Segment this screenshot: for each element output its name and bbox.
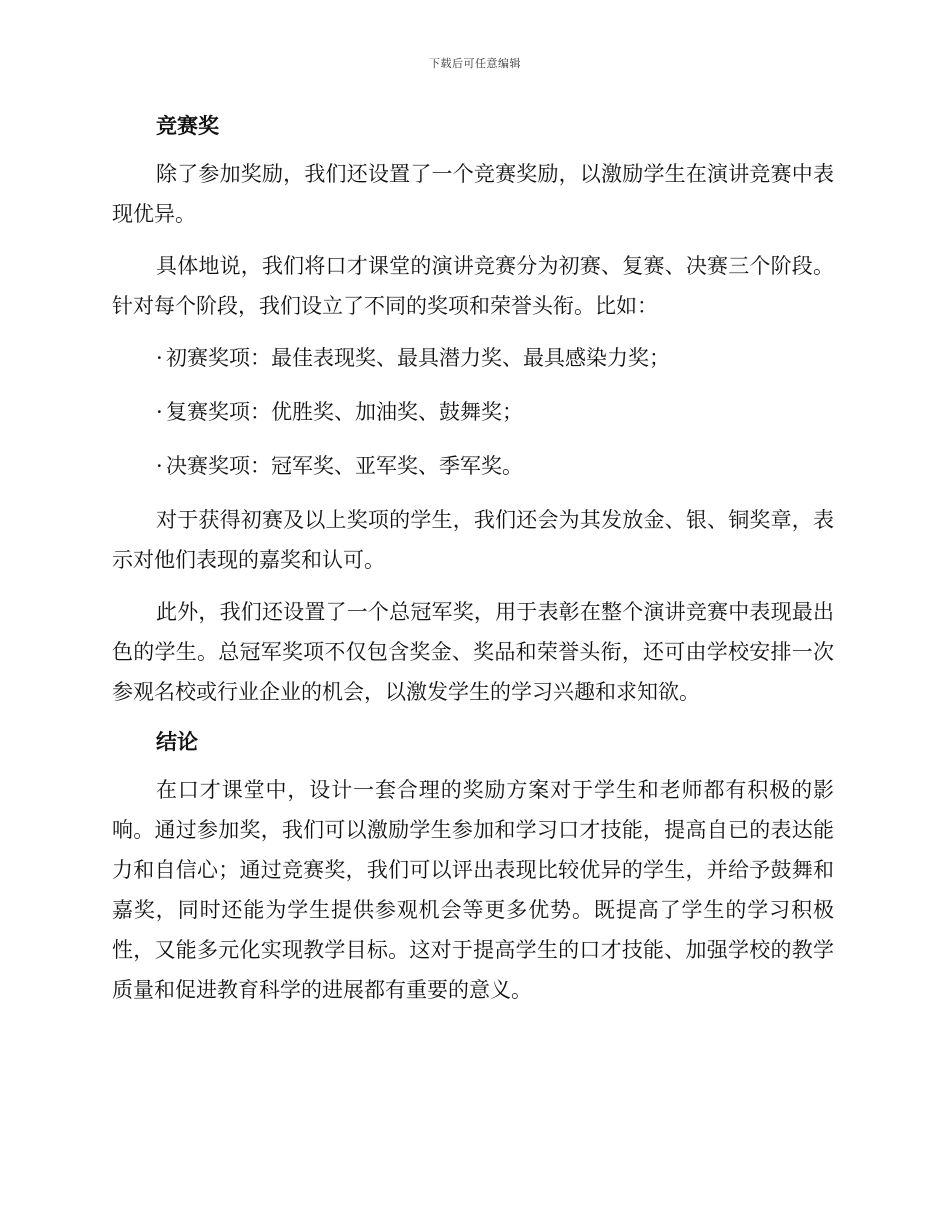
bullet-icon: ·	[156, 454, 163, 478]
header-note: 下载后可任意编辑	[429, 57, 521, 70]
section-heading-conclusion: 结论	[156, 730, 198, 754]
bullet-icon: ·	[156, 400, 163, 424]
paragraph: 此外，我们还设置了一个总冠军奖，用于表彰在整个演讲竞赛中表现最出色的学生。总冠军奖项不仅包含奖金、奖品和荣誉头衔，还可由学校安排一次参观名校或行业企业的机会，以激发学生的学习兴趣和求知欲。	[112, 600, 834, 704]
list-item	[156, 392, 834, 432]
document-body	[112, 108, 834, 1022]
list-item-text: 复赛奖项：优胜奖、加油奖、鼓舞奖；	[166, 400, 523, 424]
paragraph: 除了参加奖励，我们还设置了一个竞赛奖励，以激励学生在演讲竞赛中表现优异。	[112, 162, 834, 226]
list-item-text: 初赛奖项：最佳表现奖、最具潜力奖、最具感染力奖；	[166, 346, 670, 370]
paragraph: 对于获得初赛及以上奖项的学生，我们还会为其发放金、银、铜奖章，表示对他们表现的嘉奖和认可。	[112, 508, 834, 572]
list-item-text: 决赛奖项：冠军奖、亚军奖、季军奖。	[166, 454, 523, 478]
list-item	[156, 446, 834, 486]
bullet-icon: ·	[156, 346, 163, 370]
list-item	[156, 338, 834, 378]
paragraph: 具体地说，我们将口才课堂的演讲竞赛分为初赛、复赛、决赛三个阶段。针对每个阶段，我们设立了不同的奖项和荣誉头衔。比如：	[112, 254, 834, 318]
section-heading-competition-award: 竞赛奖	[156, 114, 219, 138]
paragraph: 在口才课堂中，设计一套合理的奖励方案对于学生和老师都有积极的影响。通过参加奖，我们可以激励学生参加和学习口才技能，提高自已的表达能力和自信心；通过竞赛奖，我们可以评出表现比较优异的学生，并给予鼓舞和嘉奖，同时还能为学生提供参观机会等更多优势。既提高了学生的学习积极性，又能多元化实现教学目标。这对于提高学生的口才技能、加强学校的教学质量和促进教育科学的进展都有重要的意义。	[112, 778, 834, 1002]
